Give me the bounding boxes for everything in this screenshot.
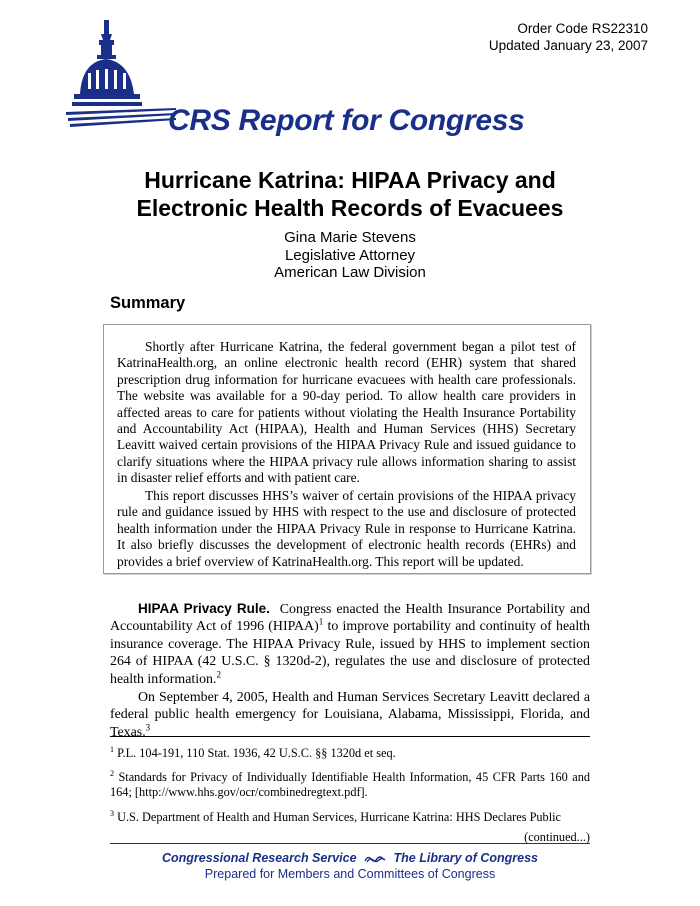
summary-paragraph-2: This report discusses HHS’s waiver of certain provisions of the HIPAA privacy rule and guidance issued by HHS with respect to the use and disclosure of protected health information under the HIPAA Privacy Rule in response to Hurricane Katrina. It also briefly discusses the development of electronic health records (EHRs) and provides a brief overview of KatrinaHealth.org. This report will be updated. <box>117 488 576 569</box>
footnote-2 <box>110 770 590 801</box>
footer-crs: Congressional Research Service <box>162 851 357 865</box>
body-paragraph-emergency <box>110 689 590 741</box>
author-name: Gina Marie Stevens <box>284 229 416 246</box>
footer-loc: The Library of Congress <box>393 851 538 865</box>
order-code-block <box>489 20 648 54</box>
report-title <box>0 166 700 222</box>
footnote-separator <box>110 736 590 737</box>
capitol-dome-icon <box>66 18 176 136</box>
author-block <box>0 229 700 282</box>
summary-heading: Summary <box>110 294 186 312</box>
footnote-number: 2 <box>110 768 114 778</box>
footnote-1 <box>110 746 590 761</box>
body-text-1a: Congress enacted the Health Insurance Portability and Accountability Act of 1996 (HIPAA) <box>110 602 590 635</box>
order-code: Order Code RS22310 <box>517 21 648 36</box>
footer-brand-line <box>0 851 700 865</box>
footnote-text: Standards for Privacy of Individually Identifiable Health Information, 45 CFR Parts 160 and 164; [http://www.hhs.gov/ocr/combinedregtext.pdf]. <box>110 770 590 800</box>
footnote-ref-3[interactable]: 3 <box>145 722 151 733</box>
crs-logo-text: CRS Report for Congress <box>168 104 525 137</box>
summary-box <box>103 324 591 574</box>
updated-date: Updated January 23, 2007 <box>488 38 648 53</box>
author-position: Legislative Attorney <box>284 246 416 264</box>
run-in-heading: HIPAA Privacy Rule. <box>138 601 270 616</box>
footnote-ref-1[interactable]: 1 <box>318 616 324 627</box>
body-text-1b: to improve portability and continuity of health insurance coverage. The HIPAA Privacy Rule, issued by HHS to implement section 264 of HIPAA (42 U.S.C. § 1320d-2), regulates the use and disclosure of protected health information. <box>110 619 590 687</box>
footnote-continued: (continued...) <box>524 830 590 844</box>
footnote-text: P.L. 104-191, 110 Stat. 1936, 42 U.S.C. §§ 1320d et seq. <box>117 746 396 760</box>
body-paragraph-hipaa-privacy-rule <box>110 600 590 688</box>
footnote-3 <box>110 810 590 825</box>
author-division: American Law Division <box>274 264 426 281</box>
footnote-number: 1 <box>110 744 114 754</box>
footer-rule <box>110 843 590 844</box>
summary-paragraph-1: Shortly after Hurricane Katrina, the federal government began a pilot test of KatrinaHealth.org, an online electronic health record (EHR) system that shared prescription drug information for hurricane evacuees with health care professionals. The website was available for a 90-day period. To allow health care providers in affected areas to care for patients without violating the Health Insurance Portability and Accountability Act (HIPAA), Health and Human Services (HHS) Secretary Leavitt waived certain provisions of the HIPAA Privacy Rule and issued guidance to clarify situations where the HIPAA privacy rule allows information sharing to assist in disaster relief efforts and with patient care. <box>117 339 576 486</box>
body-text-2: On September 4, 2005, Health and Human Services Secretary Leavitt declared a federal public health emergency for Louisiana, Alabama, Mississippi, Florida, and Texas. <box>110 690 590 740</box>
footnote-ref-2[interactable]: 2 <box>216 669 221 679</box>
title-line-1: Hurricane Katrina: HIPAA Privacy and <box>144 167 556 193</box>
chain-link-icon <box>364 854 386 864</box>
title-line-2: Electronic Health Records of Evacuees <box>136 195 564 221</box>
footnote-text: U.S. Department of Health and Human Services, Hurricane Katrina: HHS Declares Public <box>117 810 561 824</box>
footer-tagline: Prepared for Members and Committees of Congress <box>204 867 496 881</box>
footnote-number: 3 <box>110 808 114 818</box>
